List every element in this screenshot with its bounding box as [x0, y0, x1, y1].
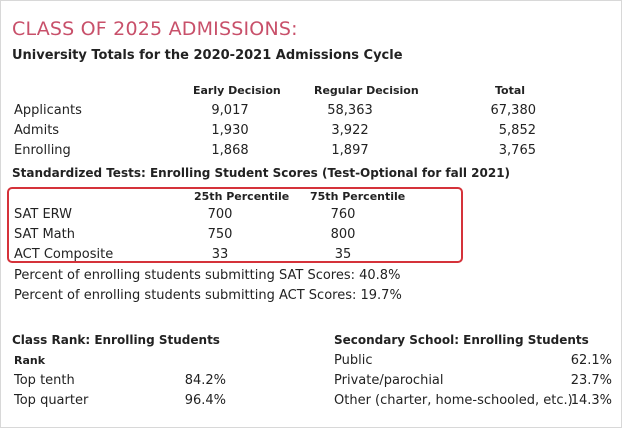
col-header-total: Total — [495, 84, 526, 97]
secondary-heading: Secondary School: Enrolling Students — [334, 333, 589, 347]
row-label-sat-math: SAT Math — [14, 227, 75, 242]
cell-enrolling-total: 3,765 — [498, 143, 536, 158]
cell-admits-total: 5,852 — [498, 123, 536, 138]
tests-heading: Standardized Tests: Enrolling Student Scores (Test-Optional for fall 2021) — [12, 166, 511, 180]
cell-applicants-early: 9,017 — [211, 103, 249, 118]
cell-admits-regular: 3,922 — [331, 123, 369, 138]
school-value-public: 62.1% — [570, 353, 612, 368]
cell-sat-erw-25th: 700 — [207, 207, 233, 222]
rank-value-top-quarter: 96.4% — [184, 393, 226, 408]
class-rank-subheading: Rank — [14, 354, 46, 367]
row-label-sat-erw: SAT ERW — [14, 207, 73, 222]
col-header-75th-percentile: 75th Percentile — [310, 190, 406, 203]
row-label-enrolling: Enrolling — [14, 143, 71, 158]
class-rank-heading: Class Rank: Enrolling Students — [12, 333, 220, 347]
col-header-25th-percentile: 25th Percentile — [194, 190, 290, 203]
page-subtitle: University Totals for the 2020-2021 Admissions Cycle — [12, 48, 403, 63]
row-label-act-composite: ACT Composite — [14, 247, 114, 262]
cell-act-composite-25th: 33 — [211, 247, 229, 262]
cell-sat-math-75th: 800 — [330, 227, 356, 242]
act-submitting-text: Percent of enrolling students submitting ACT Scores: 19.7% — [14, 288, 402, 303]
col-header-regular-decision: Regular Decision — [314, 84, 419, 97]
cell-admits-early: 1,930 — [211, 123, 249, 138]
rank-label-top-tenth: Top tenth — [14, 373, 75, 388]
school-label-other: Other (charter, home-schooled, etc.) — [334, 393, 573, 408]
page-title: CLASS OF 2025 ADMISSIONS: — [12, 18, 298, 40]
cell-applicants-regular: 58,363 — [327, 103, 373, 118]
cell-sat-math-25th: 750 — [207, 227, 233, 242]
school-label-private: Private/parochial — [334, 373, 444, 388]
cell-enrolling-regular: 1,897 — [331, 143, 369, 158]
school-value-private: 23.7% — [570, 373, 612, 388]
cell-enrolling-early: 1,868 — [211, 143, 249, 158]
rank-value-top-tenth: 84.2% — [184, 373, 226, 388]
row-label-applicants: Applicants — [14, 103, 82, 118]
sat-submitting-text: Percent of enrolling students submitting SAT Scores: 40.8% — [14, 268, 401, 283]
cell-act-composite-75th: 35 — [334, 247, 352, 262]
school-value-other: 14.3% — [570, 393, 612, 408]
cell-sat-erw-75th: 760 — [330, 207, 356, 222]
rank-label-top-quarter: Top quarter — [14, 393, 89, 408]
row-label-admits: Admits — [14, 123, 60, 138]
cell-applicants-total: 67,380 — [490, 103, 536, 118]
col-header-early-decision: Early Decision — [193, 84, 281, 97]
school-label-public: Public — [334, 353, 373, 368]
